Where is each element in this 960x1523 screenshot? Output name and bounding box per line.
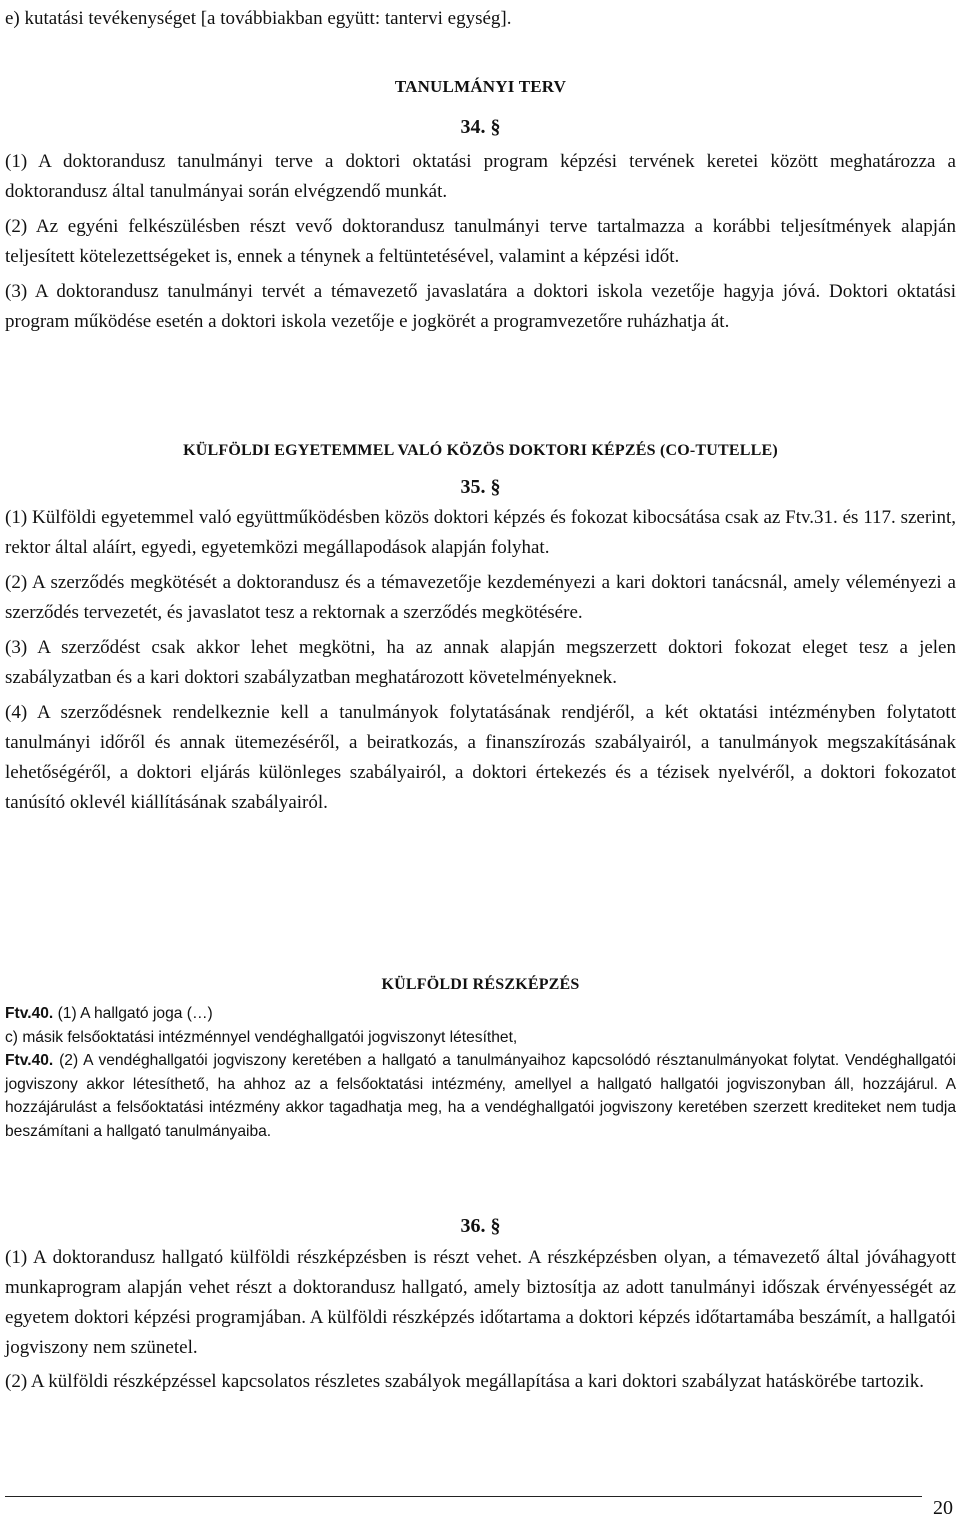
paragraph-36-2: (2) A külföldi részképzéssel kapcsolatos részletes szabályok megállapítása a kari doktori szabályzat hatáskörébe tartozik. [5,1371,925,1392]
ftv-quote-line-2: c) másik felsőoktatási intézménnyel vendéghallgatói jogviszonyt létesíthet, [5,1028,518,1046]
ftv-quote-paragraph-2: Ftv.40. (2) A vendéghallgatói jogviszony keretében a hallgató a tanulmányaihoz kapcsolódó résztanulmányokat folytat. Vendéghallgatói jogviszony akkor létesíthető, ha ahhoz az a felsőoktatási intézmény, amellyel a hallgató hallgatói jogviszonyban áll, hozzájárul. A hozzájárulást a felsőoktatási intézmény akkor tagadhatja meg, ha a vendéghallgatói jogviszony keretében szerzett krediteket nem tudja beszámítani a hallgató tanulmányaiba. [5,1052,956,1140]
paragraph-34-1: (1) A doktorandusz tanulmányi terve a doktori oktatási program képzési tervének keretei között meghatározza a doktorandusz által tanulmányai során elvégzendő munkát. [5,151,956,202]
ftv-label: Ftv.40. [5,1005,54,1022]
paragraph-36-1: (1) A doktorandusz hallgató külföldi részképzésben is részt vehet. A részképzésben olyan, a témavezető által jóváhagyott munkaprogram alapján vehet részt a doktorandusz hallgató, amely biztosítja az adott tanulmányi időszak érvényességét az egyetem doktori képzési programjában. A külföldi részképzés időtartama a doktori képzés időtartamába beszámít, a hallgatói jogviszony nem szünetel. [5,1247,956,1358]
ftv-quote-line-1: Ftv.40. (1) A hallgató joga (…) [5,1005,213,1022]
page-number: 20 [933,1497,953,1519]
paragraph-35-4: (4) A szerződésnek rendelkeznie kell a tanulmányok folytatásának rendjéről, a két oktatási intézményben folytatott tanulmányi időről és annak ütemezéséről, a beiratkozás, a finanszírozás szabályairól, a tanulmányok megszakításának lehetőségéről, a doktori eljárás különleges szabályairól, a doktori értekezés és a tézisek nyelvéről, a doktori fokozatot tanúsító oklevél kiállításának szabályairól. [5,702,956,813]
document-page [5,0,956,1519]
section-heading-tanulmanyi-terv: TANULMÁNYI TERV [394,77,567,96]
ftv-quote-block [5,1002,956,1143]
paragraph-34-3: (3) A doktorandusz tanulmányi tervét a témavezető javaslatára a doktori iskola vezetője hagyja jóvá. Doktori oktatási program működése esetén a doktori iskola vezetője e jogkörét a programvezetőre ruházhatja át. [5,281,956,332]
section-heading-kulfoldi-reszkepzes: KÜLFÖLDI RÉSZKÉPZÉS [381,976,580,993]
footer-rule [5,1496,922,1497]
paragraph-34-2: (2) Az egyéni felkészülésben részt vevő doktorandusz tanulmányi terve tartalmazza a korábbi teljesítmények alapján teljesített kötelezettségeket is, ennek a ténynek a feltüntetésével, valamint a képzési időt. [5,216,956,267]
section-number-36: 36. § [460,1215,501,1237]
section-heading-co-tutelle: KÜLFÖLDI EGYETEMMEL VALÓ KÖZÖS DOKTORI KÉPZÉS (CO-TUTELLE) [183,442,778,459]
section-number-34: 34. § [460,116,501,138]
paragraph-35-1: (1) Külföldi egyetemmel való együttműködésben közös doktori képzés és fokozat kibocsátása csak az Ftv.31. és 117. szerint, rektor által aláírt, egyedi, egyetemközi megállapodások alapján folyhat. [5,507,956,558]
section-number-35: 35. § [460,476,501,498]
paragraph-35-3: (3) A szerződést csak akkor lehet megkötni, ha az annak alapján megszerzett doktori fokozat eleget tesz a jelen szabályzatban és a kari doktori szabályzatban meghatározott követelményeknek. [5,637,956,688]
top-line: e) kutatási tevékenységet [a továbbiakban együtt: tantervi egység]. [5,8,512,29]
ftv-label: Ftv.40. [5,1052,54,1069]
paragraph-35-2: (2) A szerződés megkötését a doktorandusz és a témavezetője kezdeményezi a kari doktori tanácsnál, amely véleményezi a szerződés tervezetét, és javaslatot tesz a rektornak a szerződés megkötésére. [5,572,956,623]
